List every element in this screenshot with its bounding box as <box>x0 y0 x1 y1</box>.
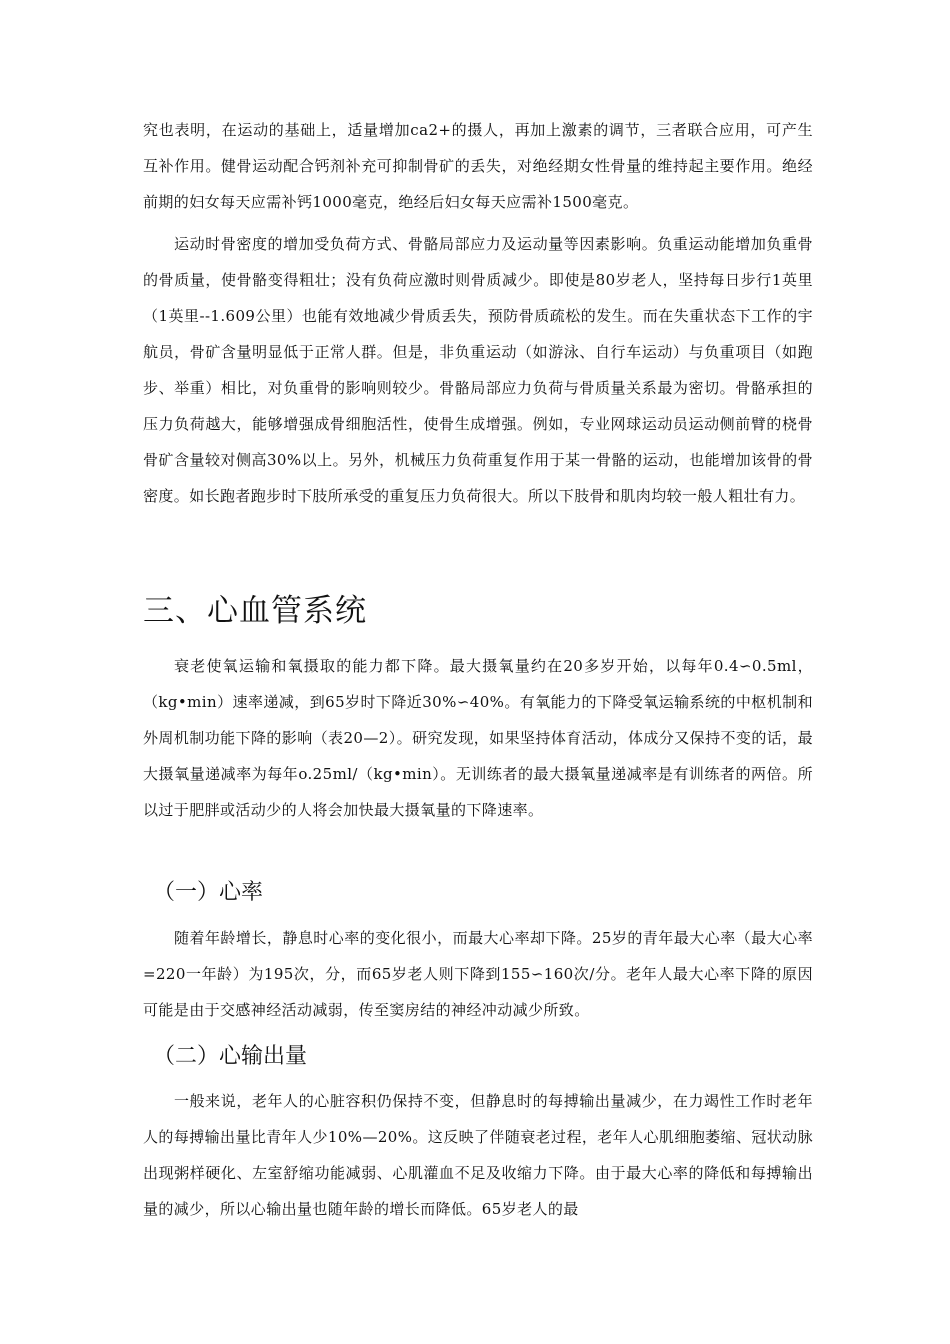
paragraph-cardiac-output: 一般来说，老年人的心脏容积仍保持不变，但静息时的每搏输出量减少，在力竭性工作时老年人的每搏输出量比青年人少10%—20%。这反映了伴随衰老过程，老年人心肌细胞萎缩、冠状动脉出现粥样硬化、左室舒缩功能减弱、心肌灌血不足及收缩力下降。由于最大心率的降低和每搏输出量的减少，所以心输出量也随年龄的增长而降低。65岁老人的最 <box>143 1092 813 1218</box>
subheading-heart-rate: （一）心率 <box>153 880 264 905</box>
subheading-cardiac-output: （二）心输出量 <box>153 1044 308 1069</box>
paragraph-heart-rate: 随着年龄增长，静息时心率的变化很小，而最大心率却下降。25岁的青年最大心率（最大心率=220一年龄）为195次，分，而65岁老人则下降到155∽160次/分。老年人最大心率下降的原因可能是由于交感神经活动减弱，传至窦房结的神经冲动减少所致。 <box>143 929 813 1019</box>
paragraph-calcium-supplement: 究也表明，在运动的基础上，适量增加ca2+的摄人，再加上激素的调节，三者联合应用，可产生互补作用。健骨运动配合钙剂补充可抑制骨矿的丢失，对绝经期女性骨量的维持起主要作用。绝经前期的妇女每天应需补钙1000毫克，绝经后妇女每天应需补1500毫克。 <box>143 121 813 211</box>
paragraph-oxygen-uptake: 衰老使氧运输和氧摄取的能力都下降。最大摄氧量约在20多岁开始，以每年0.4∽0.5ml，（kg•min）速率递减，到65岁时下降近30%∽40%。有氧能力的下降受氧运输系统的中枢机制和外周机制功能下降的影响（表20—2）。研究发现，如果坚持体育活动，体成分又保持不变的话，最大摄氧量递减率为每年o.25ml/（kg•min）。无训练者的最大摄氧量递减率是有训练者的两倍。所以过于肥胖或活动少的人将会加快最大摄氧量的下降速率。 <box>143 657 813 819</box>
paragraph-bone-density-load: 运动时骨密度的增加受负荷方式、骨骼局部应力及运动量等因素影响。负重运动能增加负重骨的骨质量，使骨骼变得粗壮；没有负荷应激时则骨质减少。即使是80岁老人，坚持每日步行1英里（1英里--1.609公里）也能有效地减少骨质丢失，预防骨质疏松的发生。而在失重状态下工作的宇航员，骨矿含量明显低于正常人群。但是，非负重运动（如游泳、自行车运动）与负重项目（如跑步、举重）相比，对负重骨的影响则较少。骨骼局部应力负荷与骨质量关系最为密切。骨骼承担的压力负荷越大，能够增强成骨细胞活性，使骨生成增强。例如，专业网球运动员运动侧前臂的桡骨骨矿含量较对侧高30%以上。另外，机械压力负荷重复作用于某一骨骼的运动，也能增加该骨的骨密度。如长跑者跑步时下肢所承受的重复压力负荷很大。所以下肢骨和肌肉均较一般人粗壮有力。 <box>143 235 813 505</box>
section-heading-cardiovascular: 三、心血管系统 <box>143 593 367 629</box>
